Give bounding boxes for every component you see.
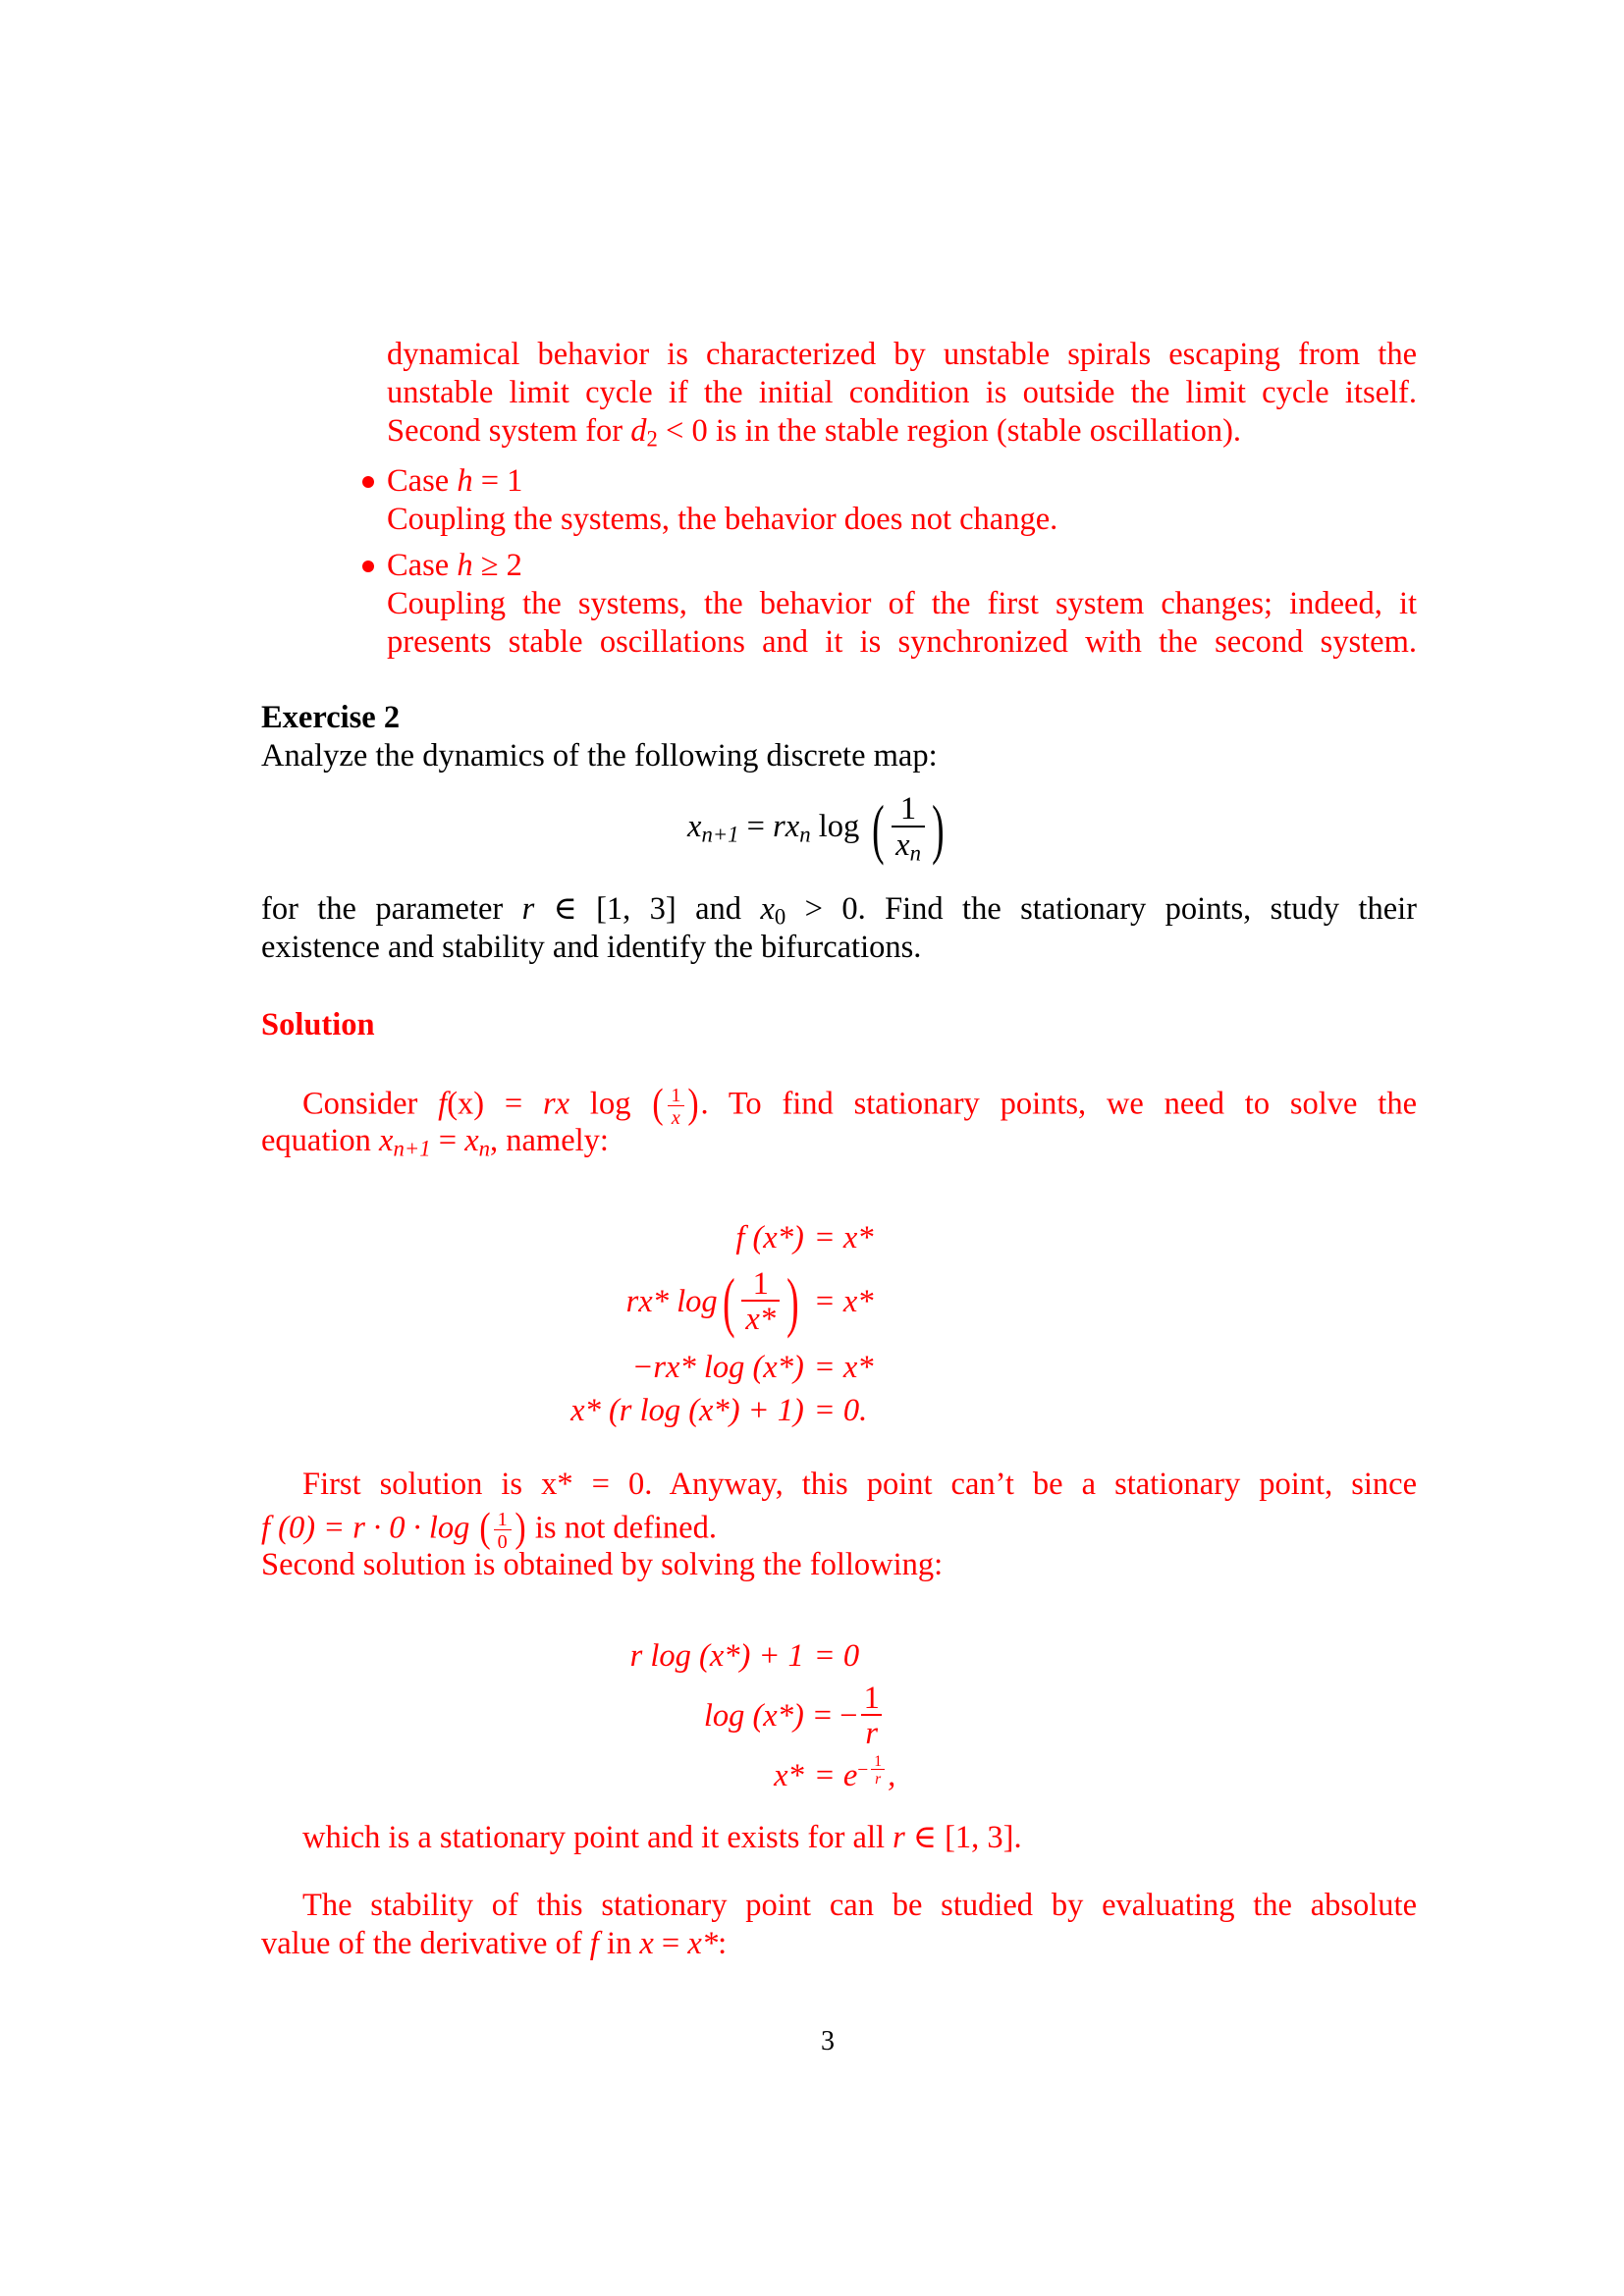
math-sub: n+1 xyxy=(701,822,739,847)
math-op: − xyxy=(857,1760,869,1782)
math-var: x xyxy=(687,808,702,844)
text-run: > 0. Find the stationary points, study their xyxy=(785,891,1417,927)
eq-rhs: = 0. xyxy=(813,1392,868,1428)
right-paren: ) xyxy=(687,1081,700,1127)
exercise-intro: Analyze the dynamics of the following discrete map: xyxy=(261,738,938,774)
math-var: f xyxy=(589,1926,599,1961)
case-text: presents stable oscillations and it is synchronized with the second system. xyxy=(387,624,1417,660)
text-line xyxy=(387,415,1241,451)
right-paren: ) xyxy=(786,1263,799,1339)
math-var: r xyxy=(773,808,785,844)
text-run: , namely: xyxy=(490,1123,609,1158)
text-line: existence and stability and identify the bifurcations. xyxy=(261,930,922,965)
right-paren: ) xyxy=(932,791,945,867)
fraction xyxy=(860,1682,884,1750)
math-rel: = xyxy=(484,1086,544,1122)
text-run: Case xyxy=(387,548,458,583)
text-run: value of the derivative of xyxy=(261,1926,590,1961)
text-run: equation xyxy=(261,1123,380,1158)
case-label xyxy=(387,550,522,582)
text-run: Case xyxy=(387,463,458,499)
fraction xyxy=(870,1754,886,1788)
math-var: r xyxy=(893,1820,905,1855)
punctuation: , xyxy=(888,1757,896,1793)
fraction xyxy=(892,793,925,865)
eq-lhs: log (x*) xyxy=(703,1697,804,1734)
math-rel: = e xyxy=(813,1757,858,1793)
math-sub: n xyxy=(478,1136,490,1161)
eq-lhs: −rx* log (x*) xyxy=(631,1349,804,1385)
math-expr: f (0) = r · 0 · log xyxy=(261,1510,478,1546)
bullet-icon xyxy=(362,476,374,488)
solution-paragraph-1 xyxy=(261,1081,1417,1162)
math-rel: = − xyxy=(813,1697,858,1734)
eq-lhs: f (x*) xyxy=(735,1219,804,1255)
punctuation: : xyxy=(718,1926,728,1961)
eq-rhs: = x* xyxy=(813,1349,874,1385)
exponent xyxy=(857,1754,888,1788)
eq-lhs xyxy=(550,1263,814,1339)
math-rel: = xyxy=(738,808,774,844)
eq-lhs: x* (r log (x*) + 1) xyxy=(570,1392,804,1428)
math-sub: 2 xyxy=(646,426,658,452)
eq-rhs: = x* xyxy=(813,1283,874,1319)
equation-row xyxy=(550,1752,1100,1794)
numerator: 1 xyxy=(899,791,917,827)
page-number: 3 xyxy=(821,2026,835,2056)
left-paren: ( xyxy=(478,1505,491,1551)
equation-row xyxy=(550,1679,1100,1753)
math-sub: n xyxy=(909,840,921,866)
solution-paragraph-4 xyxy=(261,1890,1417,1968)
right-paren: ) xyxy=(514,1505,526,1551)
text-run: which is a stationary point and it exists for all xyxy=(302,1820,893,1855)
equation-row xyxy=(550,1392,1100,1429)
denominator: 0 xyxy=(494,1529,512,1552)
text-line xyxy=(261,1125,609,1160)
math-rel: ≥ 2 xyxy=(472,548,522,583)
denominator: x xyxy=(668,1105,684,1128)
equation-system-2 xyxy=(550,1637,1100,1794)
text-line xyxy=(261,893,1417,929)
math-sub: n xyxy=(799,822,811,847)
math-var: d xyxy=(630,413,647,449)
text-run: ∈ [1, 3]. xyxy=(904,1820,1022,1855)
text-line xyxy=(261,1928,727,1960)
eq-lhs: r log (x*) + 1 xyxy=(629,1637,804,1674)
numerator: 1 xyxy=(497,1508,508,1530)
exercise-title: Exercise 2 xyxy=(261,700,401,735)
numerator: 1 xyxy=(863,1680,880,1716)
math-var: r xyxy=(521,891,535,927)
math-var: h xyxy=(457,463,473,499)
equation-row xyxy=(550,1637,1100,1675)
case-text: Coupling the systems, the behavior does not change. xyxy=(387,502,1058,537)
continuation-paragraph xyxy=(387,339,1417,456)
case-text: Coupling the systems, the behavior of the first system changes; indeed, it xyxy=(387,586,1417,621)
denominator: r xyxy=(871,1769,885,1788)
equation-row xyxy=(550,1260,1100,1343)
math-var: h xyxy=(457,548,473,583)
math-rel: = 1 xyxy=(472,463,523,499)
math-sub: 0 xyxy=(774,904,786,930)
text-line: unstable limit cycle if the initial condition is outside the limit cycle itself. xyxy=(387,375,1417,410)
math-var: x xyxy=(895,827,910,863)
eq-rhs xyxy=(814,1682,1100,1750)
text-line: First solution is x* = 0. Anyway, this point can’t be a stationary point, since xyxy=(302,1467,1417,1502)
numerator: 1 xyxy=(671,1084,681,1106)
text-run: Consider xyxy=(302,1086,439,1122)
math-var: rx xyxy=(543,1086,570,1122)
math-op: log xyxy=(810,808,860,844)
math-rel: = xyxy=(653,1926,688,1961)
exercise-text xyxy=(261,893,1417,972)
math-var: x xyxy=(464,1123,479,1158)
text-line: dynamical behavior is characterized by unstable spirals escaping from the xyxy=(387,337,1417,372)
denominator xyxy=(892,826,925,865)
math-expr: rx* log xyxy=(625,1283,718,1319)
fraction xyxy=(667,1086,684,1128)
case-label xyxy=(387,465,522,498)
fraction xyxy=(494,1510,512,1552)
text-run: < 0 is in the stable region (stable oscillation). xyxy=(657,413,1242,449)
text-run: . To find stationary points, we need to solve the xyxy=(700,1086,1417,1122)
left-paren: ( xyxy=(652,1081,664,1127)
math-op: log xyxy=(569,1086,652,1122)
numerator: 1 xyxy=(752,1265,769,1302)
math-sub: n+1 xyxy=(393,1136,431,1161)
solution-paragraph-3 xyxy=(302,1822,1022,1854)
math-var: x xyxy=(379,1123,394,1158)
math-var: f xyxy=(438,1086,448,1122)
bullet-icon xyxy=(362,561,374,572)
map-equation xyxy=(687,793,949,865)
text-line xyxy=(302,1081,1417,1129)
text-line: The stability of this stationary point can be studied by evaluating the absolute xyxy=(302,1888,1417,1923)
equation-system-1 xyxy=(550,1219,1100,1455)
denominator: x* xyxy=(741,1300,780,1336)
eq-rhs xyxy=(813,1752,1100,1793)
numerator: 1 xyxy=(874,1752,883,1770)
math-rel: = xyxy=(430,1123,465,1158)
text-line: Second solution is obtained by solving the following: xyxy=(261,1547,944,1582)
text-run: in xyxy=(598,1926,640,1961)
fraction xyxy=(741,1265,780,1337)
eq-lhs: x* xyxy=(774,1757,804,1793)
math-var: x* xyxy=(687,1926,719,1961)
text-run: is not defined. xyxy=(526,1510,717,1546)
math-var: x xyxy=(760,891,775,927)
text-run: Second system for xyxy=(387,413,631,449)
math-arg: (x) xyxy=(447,1086,485,1122)
solution-heading: Solution xyxy=(261,1007,375,1042)
equation-row xyxy=(550,1349,1100,1386)
eq-rhs: = x* xyxy=(813,1219,874,1255)
text-run: for the parameter xyxy=(261,891,522,927)
math-var: x xyxy=(785,808,800,844)
equation-row xyxy=(550,1219,1100,1256)
text-line xyxy=(261,1505,717,1553)
cases-list xyxy=(353,461,1417,667)
solution-paragraph-2 xyxy=(261,1468,1417,1596)
math-var: x xyxy=(639,1926,654,1961)
text-run: ∈ [1, 3] and xyxy=(534,891,761,927)
left-paren: ( xyxy=(872,791,886,867)
denominator: r xyxy=(861,1714,882,1750)
left-paren: ( xyxy=(722,1263,735,1339)
eq-rhs: = 0 xyxy=(813,1637,860,1674)
